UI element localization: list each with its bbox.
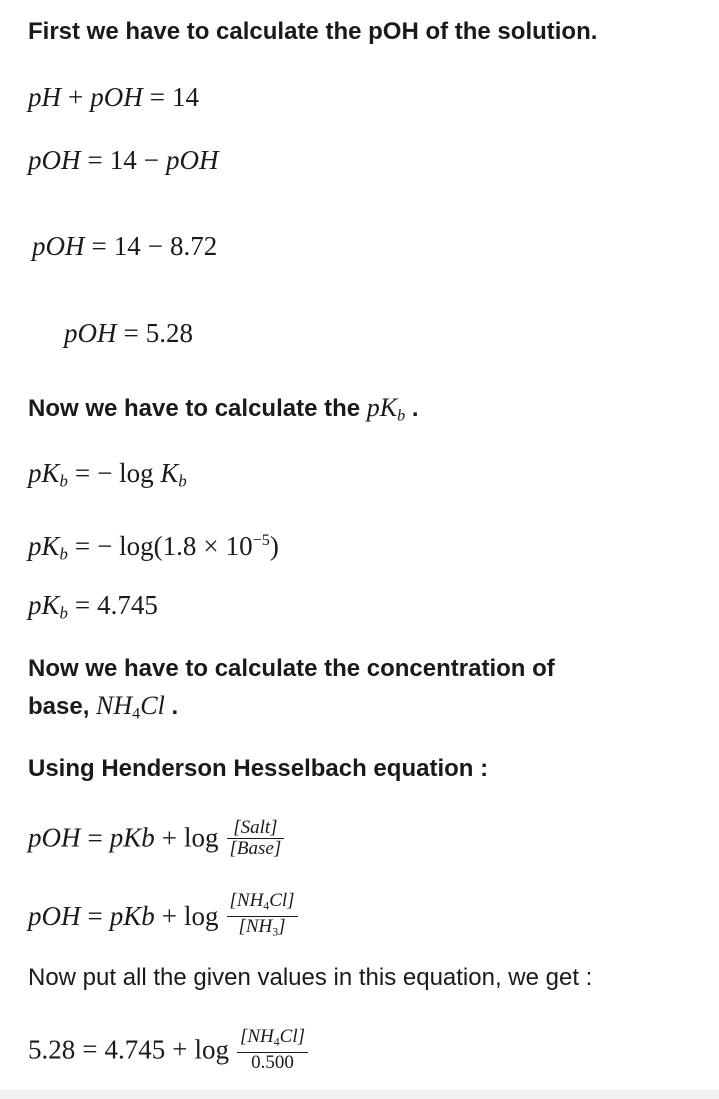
heading-concentration-line1: Now we have to calculate the concentration of: [28, 655, 555, 682]
nh4cl-concentration-fraction: $\frac{[NH_4Cl]}{0.500}$: [237, 1027, 308, 1073]
equation-henderson-general: pOH = pKb + log $\frac{\text{[Salt]}}{\text{[Base]}}$: [28, 820, 284, 861]
equation-pkb-definition: $pK_b$ = − $\log K_b$: [28, 458, 187, 491]
equation-poh-rearranged: pOH = 14 − pOH: [28, 145, 219, 175]
bottom-divider-band: [0, 1090, 719, 1099]
equation-poh-result: pOH = 5.28: [64, 318, 193, 348]
equation-pkb-substituted: $pK_b$ = − $\log(1.8 \times 10^{-5})$: [28, 531, 279, 564]
heading-pkb-intro: Now we have to calculate the $pK_b$ .: [28, 393, 419, 425]
equation-final-substituted: 5.28 = 4.745 + log $\frac{[NH_4Cl]}{0.500}$: [28, 1029, 308, 1075]
nh4cl-nh3-fraction: $\frac{[NH_4Cl]}{[NH_3]}$: [227, 891, 298, 943]
equation-henderson-species: pOH = pKb + log $\frac{[NH_4Cl]}{[NH_3]}$: [28, 893, 298, 945]
equation-poh-substituted: pOH = 14 − 8.72: [32, 231, 218, 261]
text-put-values: Now put all the given values in this equation, we get :: [28, 964, 593, 991]
heading-poh-intro: First we have to calculate the pOH of the solution.: [28, 18, 598, 45]
heading-concentration-line2: base, $NH_4Cl$ .: [28, 691, 179, 723]
salt-base-fraction: $\frac{\text{[Salt]}}{\text{[Base]}}$: [227, 818, 285, 859]
equation-ph-poh-sum: pH + pOH = 14: [28, 82, 199, 112]
heading-henderson: Using Henderson Hesselbach equation :: [28, 755, 489, 782]
equation-pkb-result: $pK_b = 4.745$: [28, 590, 158, 623]
